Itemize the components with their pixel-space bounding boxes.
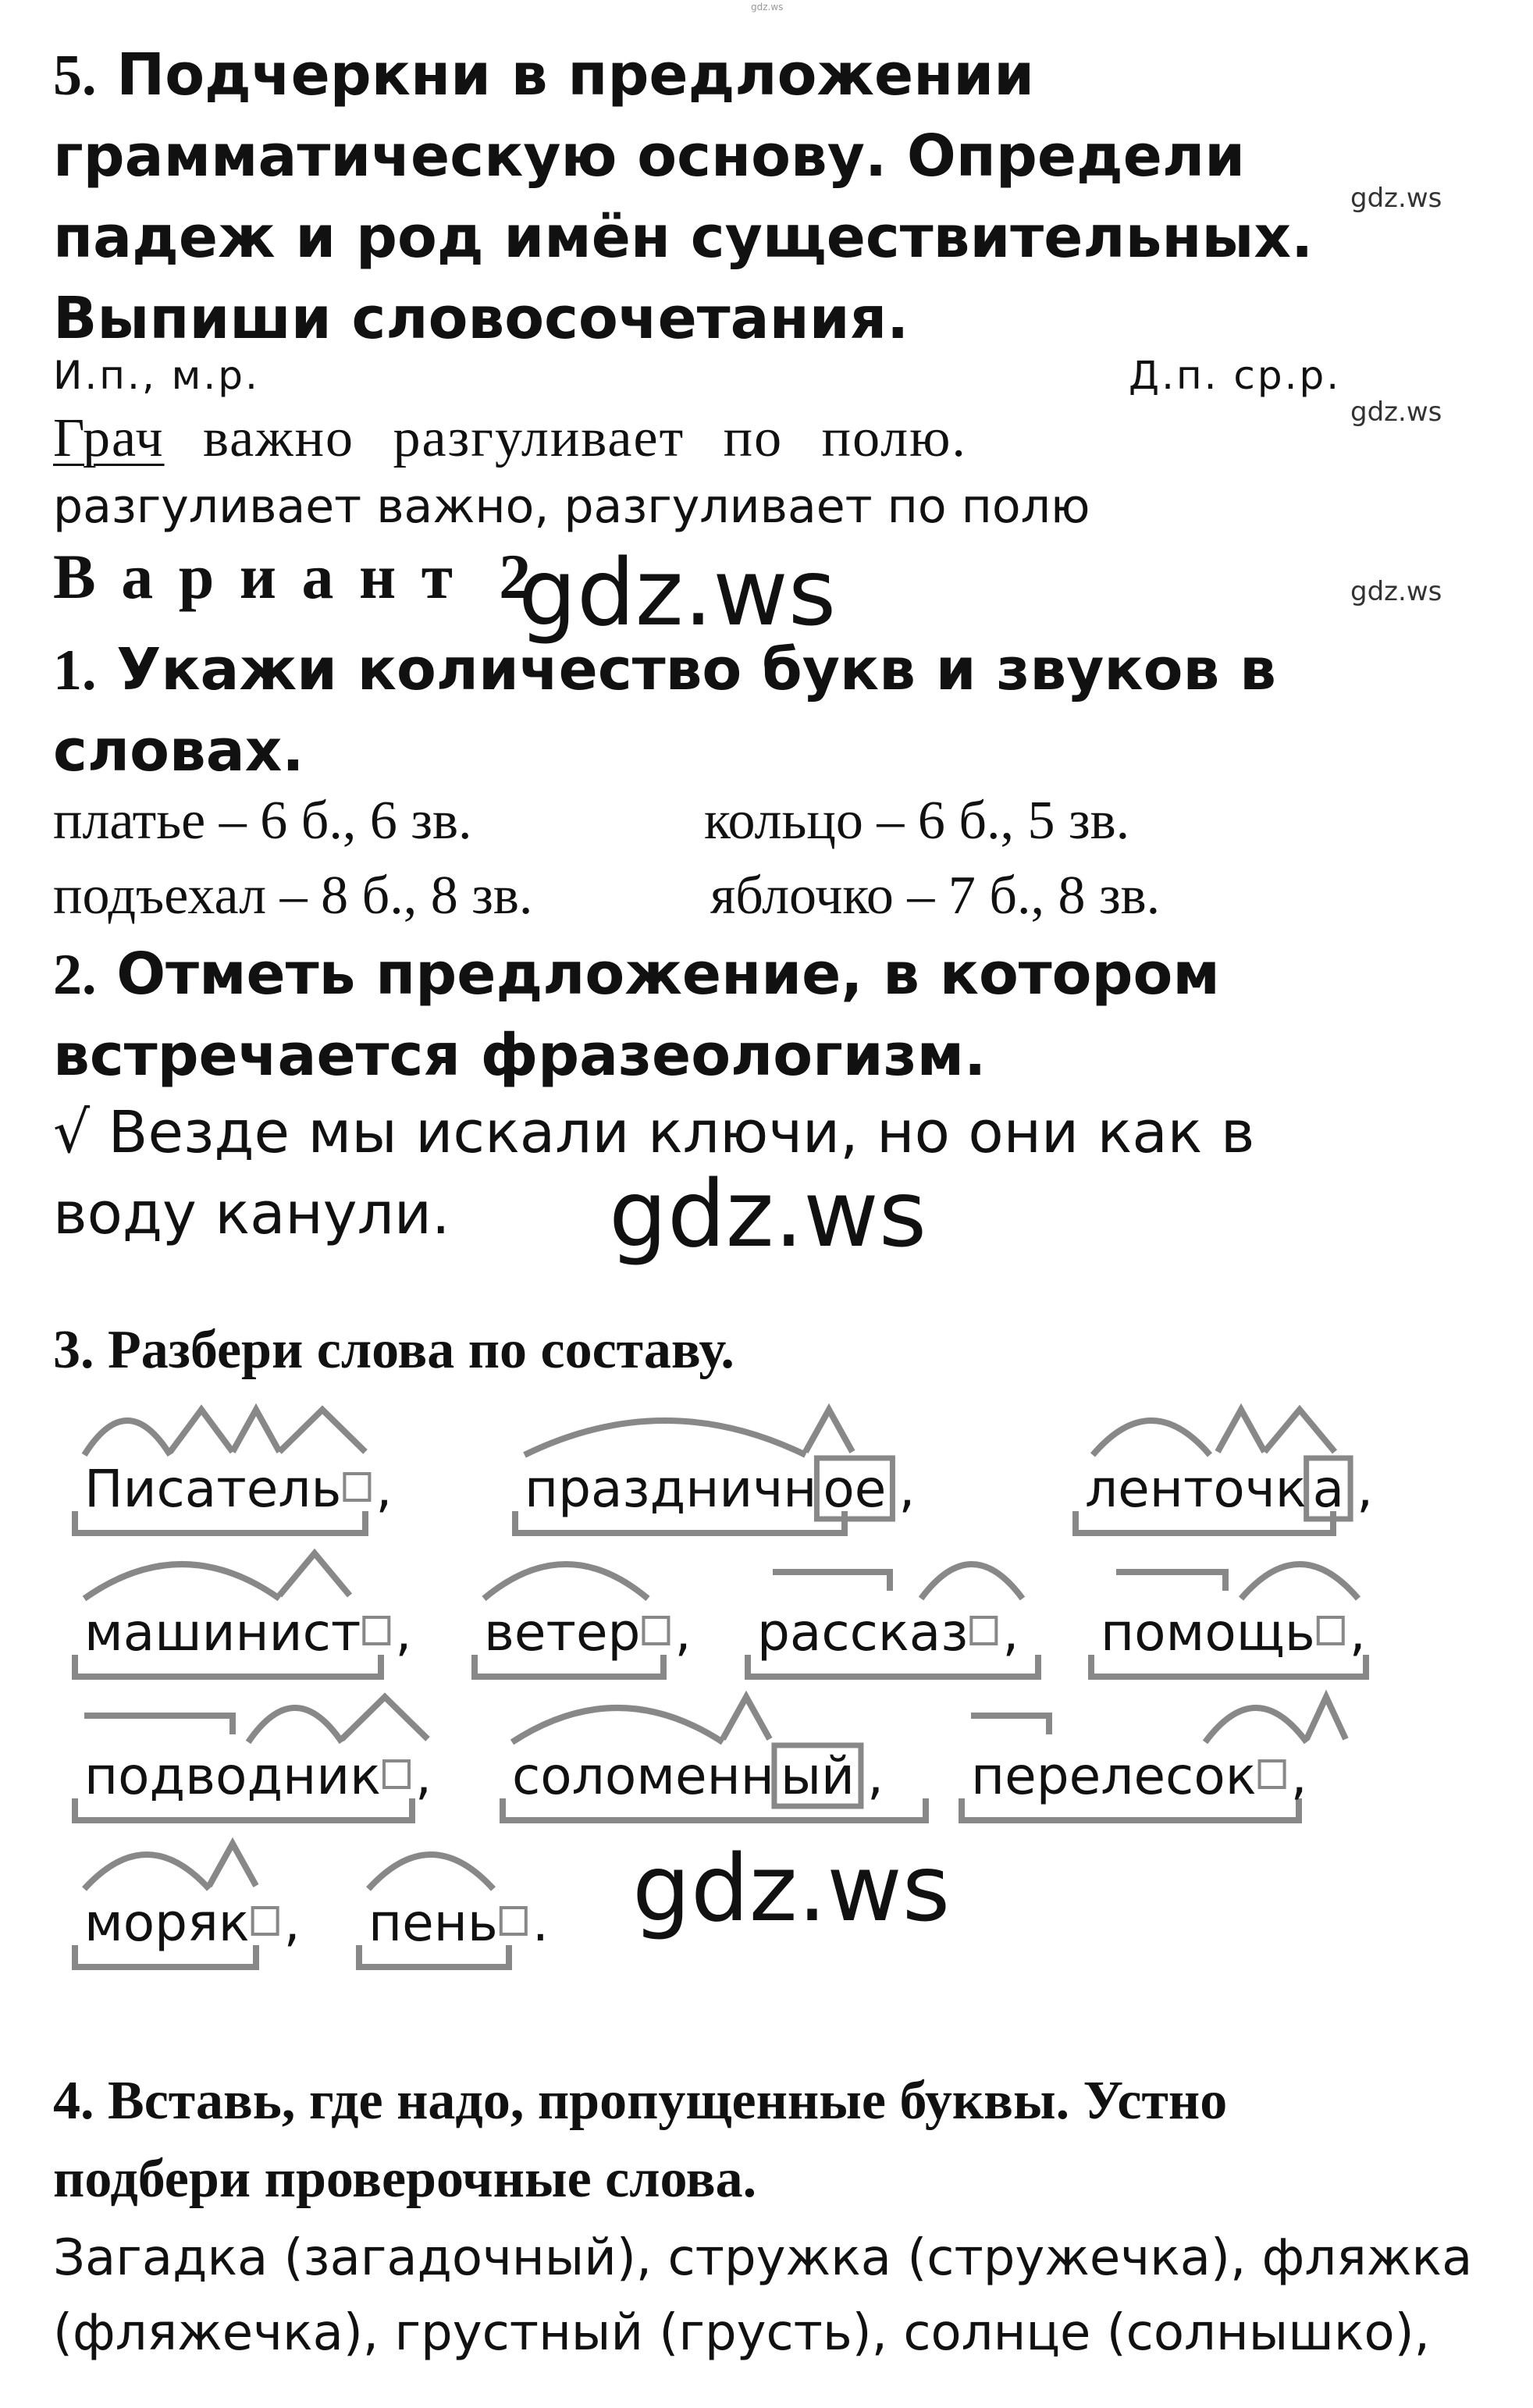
- suffix-caret: [170, 1410, 233, 1452]
- empty-ending-square: [1318, 1617, 1343, 1644]
- empty-ending-square: [643, 1617, 668, 1644]
- morph-ending: а: [1312, 1459, 1345, 1519]
- morph-comma: ,: [375, 1459, 393, 1519]
- suffix-caret: [1218, 1410, 1264, 1452]
- task5-title-line-3: падеж и род имён существительных.: [53, 204, 1314, 271]
- root-arc: [512, 1708, 723, 1742]
- suffix-caret: [723, 1697, 770, 1739]
- morph-comma: ,: [1357, 1459, 1374, 1519]
- task1-row-1-right: кольцо – 6 б., 5 зв.: [704, 791, 1130, 851]
- morph-word: ленточк: [1085, 1459, 1307, 1519]
- root-arc: [921, 1564, 1023, 1599]
- task3-title: 3. Разбери слова по составу.: [53, 1320, 734, 1380]
- task4-answer-line-2: (фляжечка), грустный (грусть), солнце (солнышко),: [53, 2304, 1430, 2362]
- prefix-mark: [84, 1716, 233, 1734]
- root-arc: [84, 1855, 209, 1889]
- task2-title-line-1: Отметь предложение, в котором: [116, 941, 1220, 1008]
- suffix-caret: [806, 1410, 852, 1452]
- task1-row-2-left: подъехал – 8 б., 8 зв.: [53, 866, 533, 926]
- suffix-caret: [279, 1553, 350, 1595]
- suffix-caret: [209, 1844, 256, 1886]
- root-arc: [84, 1564, 279, 1599]
- suffix-caret: [1307, 1697, 1346, 1739]
- root-arc: [84, 1421, 170, 1455]
- task4-title-line-2: подбери проверочные слова.: [53, 2149, 757, 2209]
- morph-word: рассказ: [757, 1602, 969, 1663]
- root-arc: [1093, 1421, 1210, 1455]
- task2-answer-line-1: √ Везде мы искали ключи, но они как в: [53, 1099, 1255, 1166]
- root-arc: [1205, 1708, 1307, 1742]
- watermark-top: gdz.ws: [751, 2, 784, 12]
- watermark-big-3: gdz.ws: [632, 1834, 951, 1942]
- suffix-caret: [342, 1697, 428, 1739]
- empty-ending-square: [501, 1908, 526, 1934]
- morph-comma: .: [532, 1893, 549, 1953]
- root-arc: [525, 1421, 806, 1455]
- morph-word: помощь: [1101, 1602, 1315, 1663]
- suffix-caret: [279, 1410, 365, 1452]
- task5-title-line-4: Выпиши словосочетания.: [53, 285, 909, 352]
- task2-number: 2.: [53, 943, 97, 1007]
- variant-heading: В а р и а н т 2: [53, 541, 536, 612]
- morph-comma: ,: [1290, 1746, 1307, 1806]
- task1-row-1-left: платье – 6 б., 6 зв.: [53, 791, 472, 851]
- morph-comma: ,: [866, 1746, 884, 1806]
- task4-answer-line-1: Загадка (загадочный), стружка (стружечка), фляжка: [53, 2229, 1473, 2287]
- task1-number: 1.: [53, 638, 97, 702]
- root-arc: [368, 1855, 493, 1889]
- morph-ending: ый: [780, 1746, 855, 1806]
- morph-word: Писатель: [84, 1459, 342, 1519]
- prefix-mark: [971, 1716, 1049, 1734]
- watermark-small-1: gdz.ws: [1350, 183, 1442, 214]
- empty-ending-square: [384, 1761, 409, 1787]
- root-arc: [1241, 1564, 1358, 1599]
- morph-word: ветер: [484, 1602, 641, 1663]
- empty-ending-square: [344, 1474, 369, 1500]
- morph-word: перелесок: [971, 1746, 1257, 1806]
- empty-ending-square: [971, 1617, 996, 1644]
- morph-word: праздничн: [525, 1459, 817, 1519]
- root-arc: [248, 1708, 342, 1742]
- suffix-caret: [233, 1410, 279, 1452]
- morph-word: соломенн: [512, 1746, 774, 1806]
- task1-row-2-right: яблочко – 7 б., 8 зв.: [710, 866, 1161, 926]
- morph-comma: ,: [414, 1746, 432, 1806]
- morph-comma: ,: [898, 1459, 916, 1519]
- task1-title-line-1: Укажи количество букв и звуков в: [116, 636, 1276, 703]
- empty-ending-square: [364, 1617, 389, 1644]
- morph-comma: ,: [674, 1602, 692, 1663]
- task5-label-case-left: И.п., м.р.: [53, 353, 260, 398]
- task1-title-line-2: словах.: [53, 717, 304, 784]
- task5-sentence-rest: важно разгуливает по полю.: [203, 408, 967, 468]
- task5-label-case-right: Д.п. ср.р.: [1129, 353, 1342, 398]
- watermark-big-1: gdz.ws: [518, 539, 837, 646]
- morph-word: машинист: [84, 1602, 361, 1663]
- empty-ending-square: [253, 1908, 278, 1934]
- morph-word: моряк: [84, 1893, 250, 1953]
- task5-title-line-2: грамматическую основу. Определи: [53, 123, 1246, 190]
- watermark-small-2: gdz.ws: [1350, 397, 1442, 428]
- morph-comma: ,: [1002, 1602, 1019, 1663]
- task5-number: 5.: [53, 44, 97, 108]
- watermark-big-2: gdz.ws: [609, 1160, 927, 1268]
- morph-comma: ,: [1349, 1602, 1366, 1663]
- root-arc: [484, 1564, 648, 1599]
- suffix-caret: [1264, 1410, 1335, 1452]
- task4-title-line-1: 4. Вставь, где надо, пропущенные буквы. Устно: [53, 2071, 1228, 2131]
- morph-ending: ое: [823, 1459, 887, 1519]
- task5-subject: Грач: [53, 408, 165, 468]
- watermark-small-3: gdz.ws: [1350, 576, 1442, 607]
- prefix-mark: [773, 1572, 890, 1591]
- morph-comma: ,: [395, 1602, 412, 1663]
- morph-word: пень: [368, 1893, 498, 1953]
- task5-phrases: разгуливает важно, разгуливает по полю: [53, 479, 1090, 534]
- empty-ending-square: [1260, 1761, 1285, 1787]
- morph-comma: ,: [283, 1893, 301, 1953]
- task2-title-line-2: встречается фразеологизм.: [53, 1022, 987, 1089]
- task5-title-line-1: Подчеркни в предложении: [116, 41, 1035, 108]
- prefix-mark: [1116, 1572, 1225, 1591]
- task2-answer-line-2: воду канули.: [53, 1180, 450, 1247]
- morph-word: подводник: [84, 1746, 381, 1806]
